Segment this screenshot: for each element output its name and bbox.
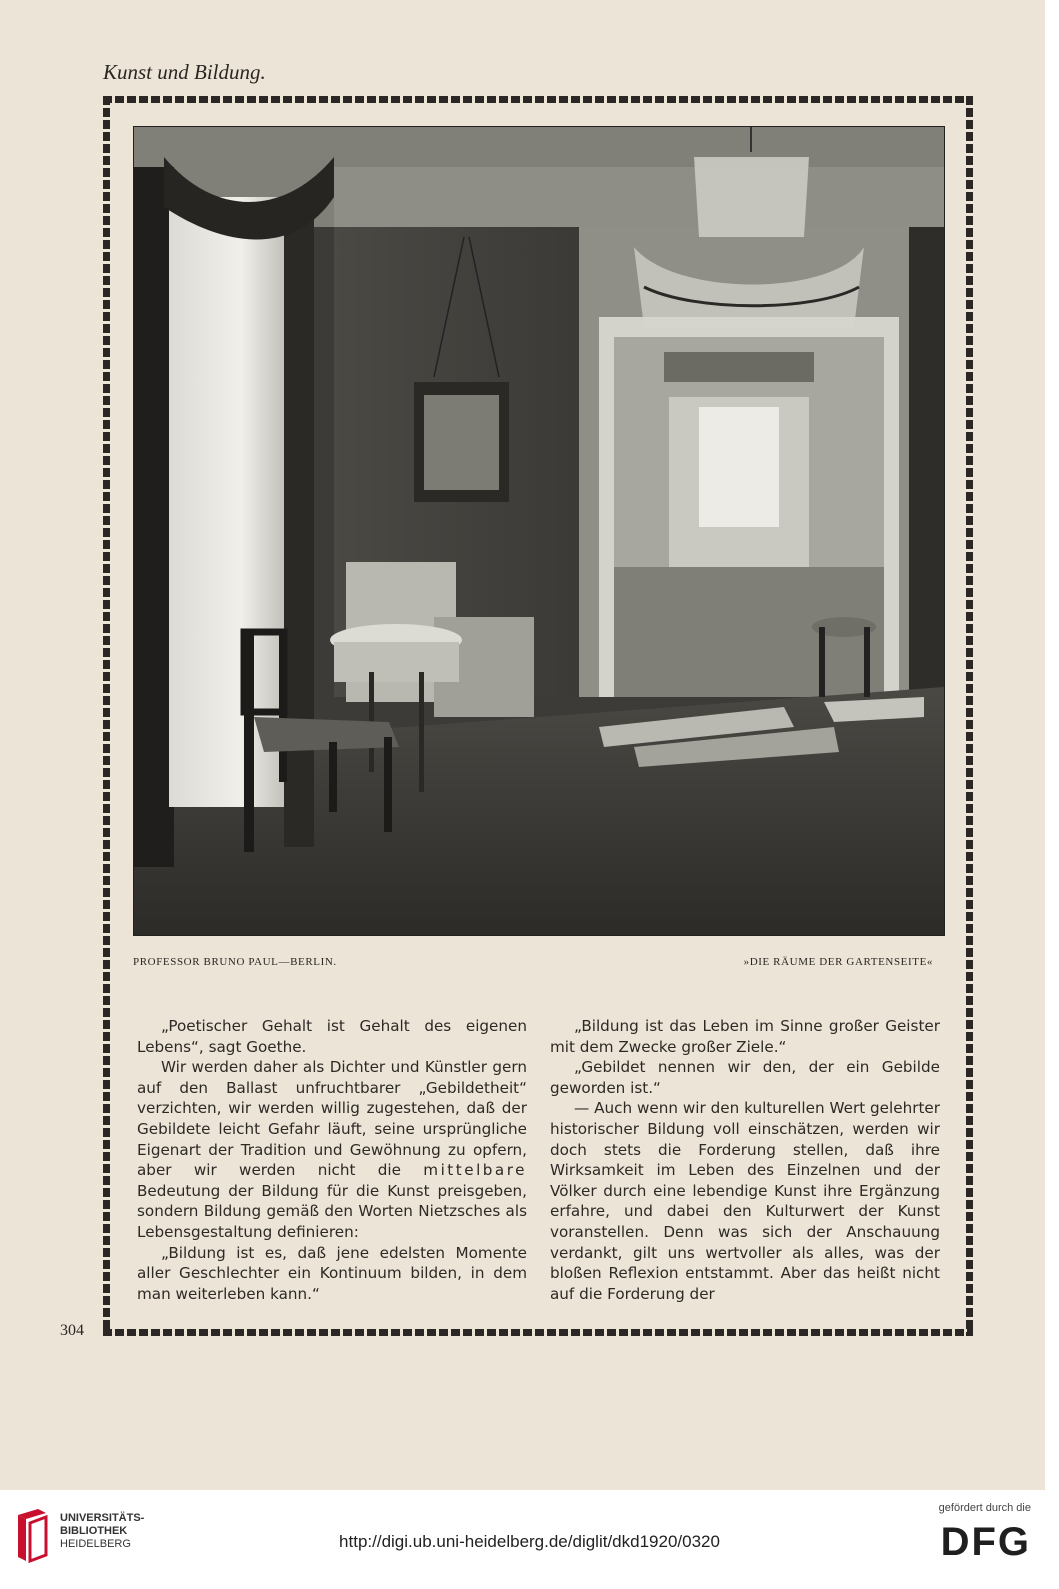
paragraph	[137, 1057, 527, 1242]
page-number: 304	[60, 1322, 84, 1339]
frame-right-border	[966, 96, 973, 1336]
paragraph-text: Bedeutung der Bildung für die Kunst preisgeben, sondern Bildung gemäß den Worten Nietzsches als Lebensgestaltung definieren:	[137, 1181, 527, 1241]
frame-bottom-border	[103, 1329, 973, 1336]
paragraph: „Poetischer Gehalt ist Gehalt des eigenen Lebens“, sagt Goethe.	[137, 1017, 527, 1056]
frame-top-border	[103, 96, 973, 103]
interior-photograph	[133, 126, 945, 936]
paragraph: „Gebildet nennen wir den, der ein Gebilde geworden ist.“	[550, 1058, 940, 1097]
paragraph: „Bildung ist es, daß jene edelsten Momente aller Geschlechter ein Kontinuum bilden, in dem man weiterleben kann.“	[137, 1243, 527, 1303]
permalink-url[interactable]: http://digi.ub.uni-heidelberg.de/diglit/dkd1920/0320	[339, 1532, 720, 1551]
library-name-line: HEIDELBERG	[60, 1538, 131, 1550]
running-header: Kunst und Bildung.	[103, 60, 266, 84]
sponsor-note: gefördert durch die	[938, 1502, 1031, 1514]
paragraph: „Bildung ist das Leben im Sinne großer Geister mit dem Zwecke großer Ziele.“	[550, 1017, 940, 1056]
paragraph-text: Wir werden daher als Dichter und Künstler gern auf den Ballast unfruchtbarer „Gebildetheit“ verzichten, wir werden willig zugestehen, daß der Gebildete leicht Gefahr läuft, seine ursprüngliche Eigenart der Tradition und Gewöhnung zu opfern, aber wir werden nicht die	[137, 1058, 527, 1180]
dfg-logo[interactable]: DFG	[940, 1520, 1031, 1564]
text-column-right	[550, 1016, 940, 1304]
text-column-left	[137, 1016, 527, 1304]
paragraph: — Auch wenn wir den kulturellen Wert gelehrter historischer Bildung voll einschätzen, werden wir doch stets die Forderung stellen, daß ihre Wirksamkeit im Leben des Einzelnen und der Völker durch eine lebendige Kunst ihre Ergänzung erfahre, und dabei den Kulturwert der Kunst voranstellen. Denn was sich der Anschauung verdankt, gilt uns wertvoller als alles, was der bloßen Reflexion entstammt. Aber das heißt nicht auf die Forderung der	[550, 1099, 940, 1303]
interior-photo-drawing	[134, 127, 944, 935]
viewer-footer	[0, 1490, 1059, 1589]
library-name-line: BIBLIOTHEK	[60, 1525, 128, 1537]
frame-left-border	[103, 96, 110, 1336]
photo-caption: »DIE RÄUME DER GARTENSEITE«	[743, 956, 933, 968]
library-name-line: UNIVERSITÄTS-	[60, 1512, 145, 1524]
photo-credit: PROFESSOR BRUNO PAUL—BERLIN.	[133, 956, 337, 968]
emphasized-word: mittelbare	[423, 1161, 527, 1180]
